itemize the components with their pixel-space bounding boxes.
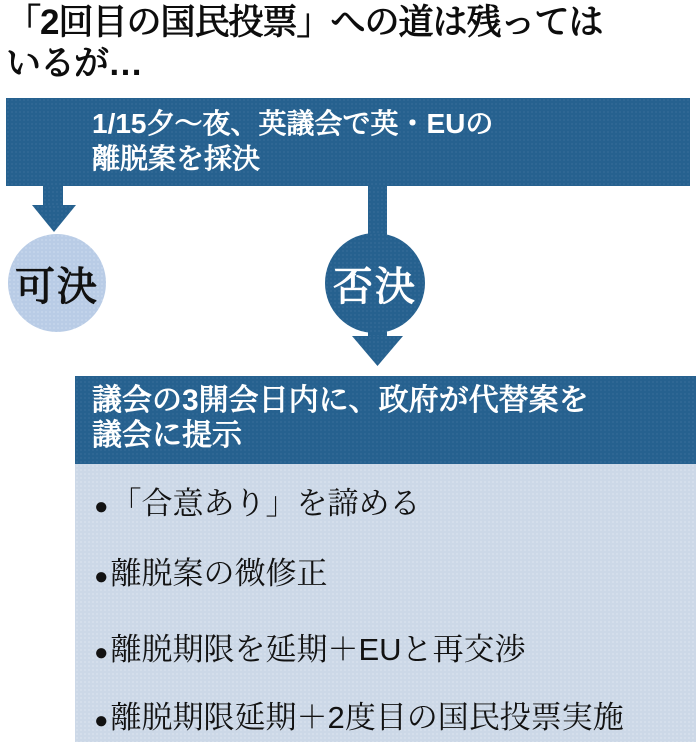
outcome-approved-label: 可決 xyxy=(15,264,99,309)
step1-vote-box xyxy=(6,98,690,186)
option-item xyxy=(75,486,696,525)
outcome-approved-circle xyxy=(8,234,106,332)
options-box xyxy=(75,464,696,742)
option-label: 離脱案の微修正 xyxy=(110,556,328,591)
option-item xyxy=(75,700,696,739)
step2-line2: 議会に提示 xyxy=(92,419,242,452)
bullet-icon: ● xyxy=(94,493,109,520)
outcome-rejected-label: 否決 xyxy=(333,264,417,309)
option-item xyxy=(75,556,696,595)
option-label: 離脱期限を延期＋EUと再交渉 xyxy=(110,632,526,667)
step2-alternative-box xyxy=(75,376,696,464)
step1-line2: 離脱案を採決 xyxy=(92,143,261,174)
option-label: 離脱期限延期＋2度目の国民投票実施 xyxy=(110,700,624,735)
page-title-line2: いるが… xyxy=(6,44,143,83)
bullet-icon: ● xyxy=(94,639,109,666)
option-item xyxy=(75,632,696,671)
approved-arrow-stem xyxy=(43,186,63,206)
bullet-icon: ● xyxy=(94,707,109,734)
outcome-rejected-circle xyxy=(325,233,425,333)
option-label: 「合意あり」を諦める xyxy=(110,486,421,521)
step2-alternative-text xyxy=(75,376,696,453)
bullet-icon: ● xyxy=(94,563,109,590)
page-title-line1: 「2回目の国民投票」への道は残っては xyxy=(6,3,603,42)
page-title xyxy=(6,2,694,84)
rejected-down-arrow-icon xyxy=(352,336,403,366)
approved-down-arrow-icon xyxy=(32,205,76,232)
step2-line1: 議会の3開会日内に、政府が代替案を xyxy=(92,384,589,417)
step1-line1: 1/15夕～夜、英議会で英・EUの xyxy=(92,108,494,139)
step1-vote-text xyxy=(6,98,690,176)
